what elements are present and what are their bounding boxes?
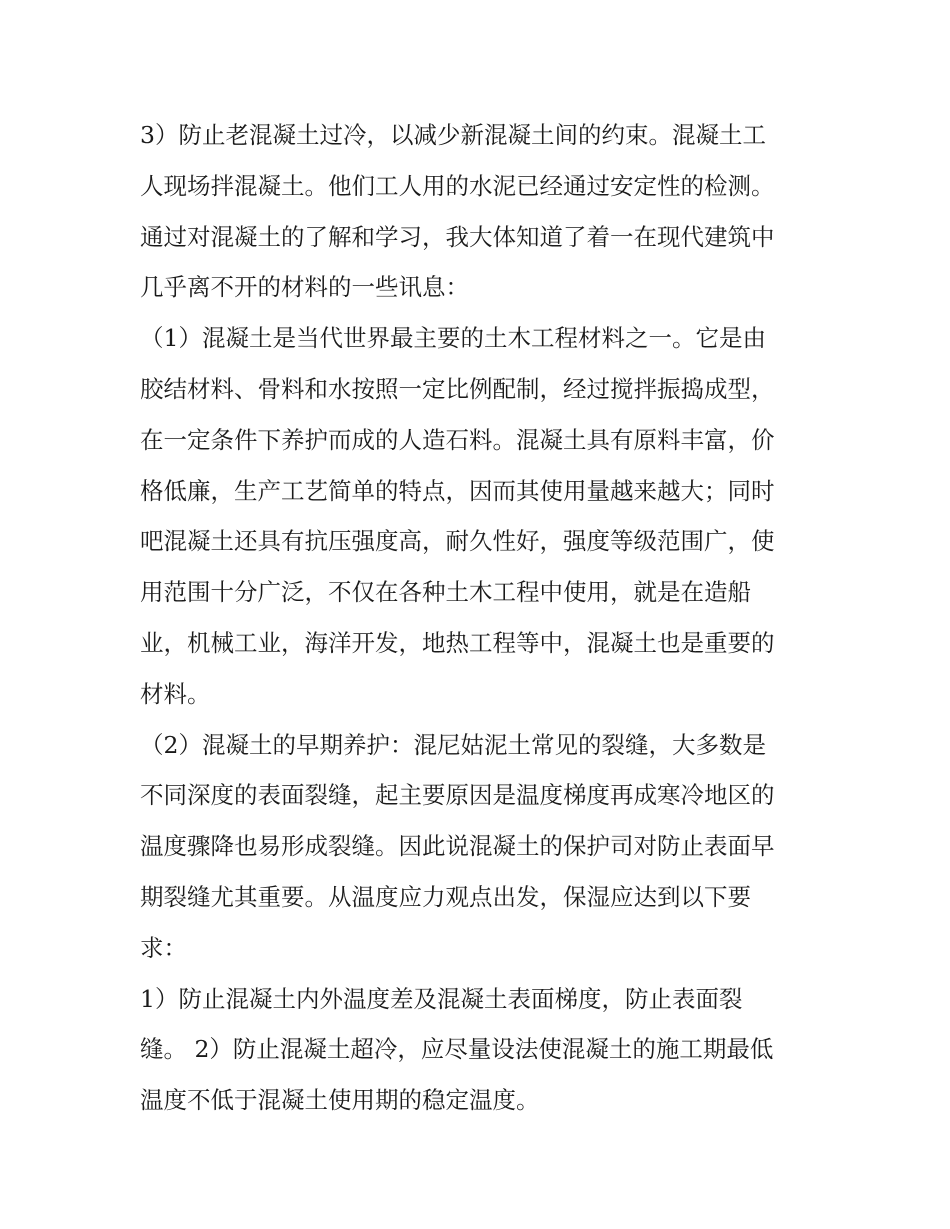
text-line: 人现场拌混凝土。他们工人用的水泥已经通过安定性的检测。: [140, 171, 775, 200]
text-line: 求：: [140, 933, 187, 962]
text-line: （2）混凝土的早期养护：混尼姑泥土常见的裂缝，大多数是: [140, 730, 766, 759]
text-line: 在一定条件下养护而成的人造石料。混凝土具有原料丰富，价: [140, 425, 775, 454]
text-line: 不同深度的表面裂缝，起主要原因是温度梯度再成寒冷地区的: [140, 781, 775, 810]
text-line: 1）防止混凝土内外温度差及混凝土表面梯度，防止表面裂: [140, 984, 743, 1013]
text-line: 通过对混凝土的了解和学习，我大体知道了着一在现代建筑中: [140, 222, 775, 251]
text-line: （1）混凝土是当代世界最主要的土木工程材料之一。它是由: [140, 324, 766, 353]
text-line: 温度骤降也易形成裂缝。因此说混凝土的保护司对防止表面早: [140, 832, 775, 861]
text-line: 缝。 2）防止混凝土超冷，应尽量设法使混凝土的施工期最低: [140, 1035, 774, 1064]
text-line: 吧混凝土还具有抗压强度高，耐久性好，强度等级范围广，使: [140, 527, 775, 556]
text-line: 格低廉，生产工艺简单的特点，因而其使用量越来越大；同时: [140, 476, 775, 505]
text-line: 几乎离不开的材料的一些讯息：: [140, 273, 469, 302]
text-line: 3）防止老混凝土过冷，以减少新混凝土间的约束。混凝土工: [140, 121, 766, 149]
text-line: 胶结材料、骨料和水按照一定比例配制，经过搅拌振捣成型，: [140, 374, 775, 403]
text-line: 用范围十分广泛，不仅在各种土木工程中使用，就是在造船: [140, 578, 751, 607]
text-line: 期裂缝尤其重要。从温度应力观点出发，保湿应达到以下要: [140, 882, 751, 911]
text-line: 温度不低于混凝土使用期的稳定温度。: [140, 1086, 540, 1115]
text-line: 材料。: [140, 679, 211, 708]
text-line: 业，机械工业，海洋开发，地热工程等中，混凝土也是重要的: [140, 628, 775, 657]
body-text: [140, 110, 820, 1126]
